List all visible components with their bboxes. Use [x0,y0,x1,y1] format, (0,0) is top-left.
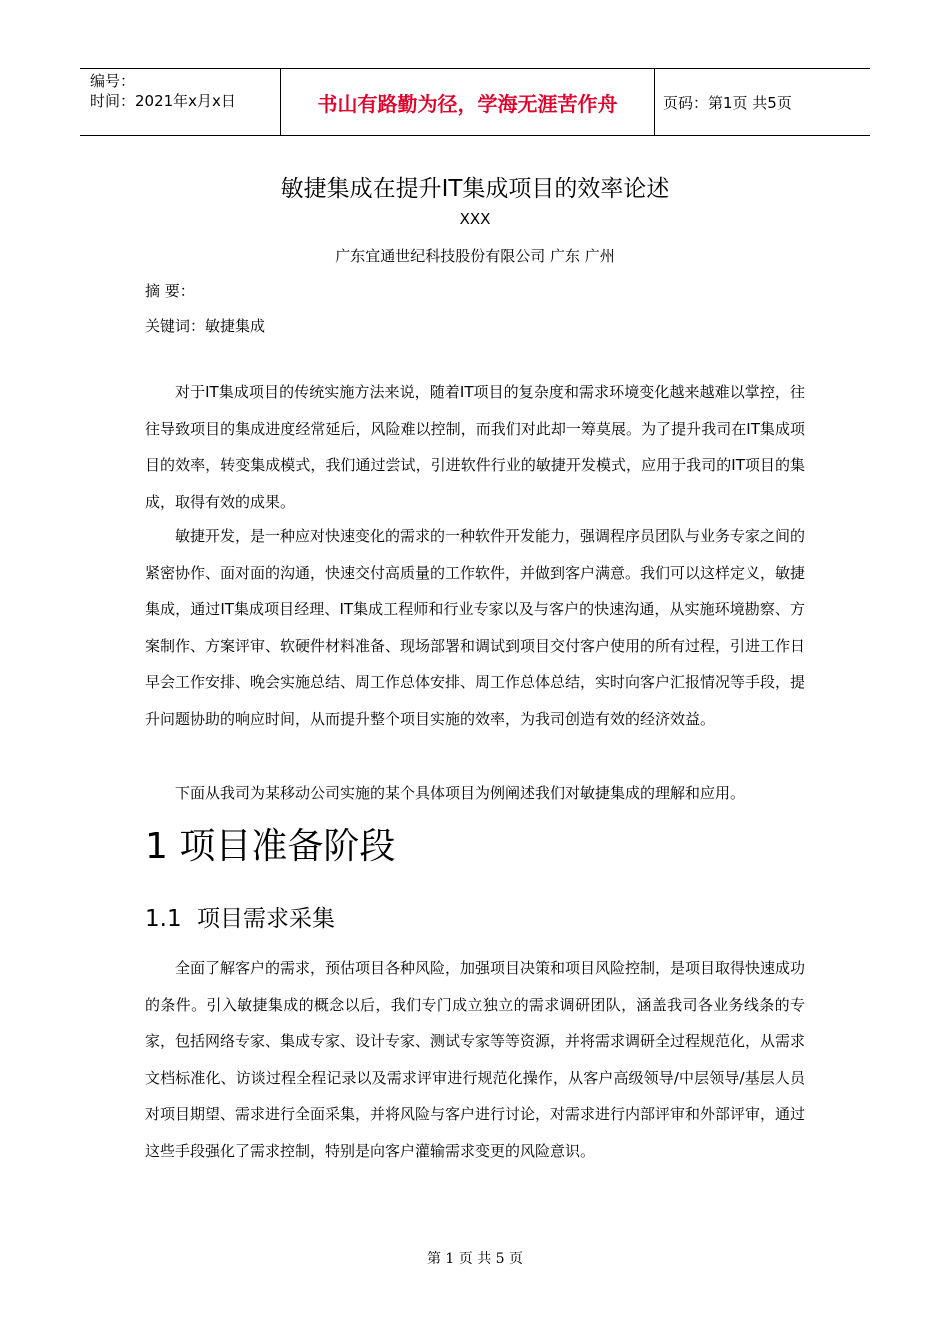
header-table [80,68,870,136]
paragraph-example: 下面从我司为某移动公司实施的某个具体项目为例阐述我们对敏捷集成的理解和应用。 [175,784,746,802]
time-label: 时间：2021年x月x日 [90,92,236,110]
heading-1: 1 项目准备阶段 [145,826,396,867]
number-label: 编号： [90,72,136,90]
page-footer: 第 1 页 共 5 页 [426,1251,524,1267]
paragraph-intro: 对于IT集成项目的传统实施方法来说，随着IT项目的复杂度和需求环境变化越来越难以掌控，往往导致项目的集成进度经常延后，风险难以控制，而我们对此却一筹莫展。为了提升我司在IT集成项目的效率，转变集成模式，我们通过尝试，引进软件行业的敏捷开发模式，应用于我司的IT项目的集成，取得有效的成果。 [145,383,805,511]
author: XXX [459,210,491,228]
heading-2 [145,900,335,933]
organization: 广东宜通世纪科技股份有限公司 广东 广州 [335,247,615,265]
keywords-label: 关键词：敏捷集成 [145,317,266,335]
paragraph-agile: 敏捷开发，是一种应对快速变化的需求的一种软件开发能力，强调程序员团队与业务专家之间的紧密协作、面对面的沟通，快速交付高质量的工作软件，并做到客户满意。我们可以这样定义，敏捷集成，通过IT集成项目经理、IT集成工程师和行业专家以及与客户的快速沟通，从实施环境勘察、方案制作、方案评审、软硬件材料准备、现场部署和调试到项目交付客户使用的所有过程，引进工作日早会工作安排、晚会实施总结、周工作总体安排、周工作总体总结，实时向客户汇报情况等手段，提升问题协助的响应时间，从而提升整个项目实施的效率，为我司创造有效的经济效益。 [145,527,806,728]
paragraph-requirements: 全面了解客户的需求，预估项目各种风险，加强项目决策和项目风险控制，是项目取得快速成功的条件。引入敏捷集成的概念以后，我们专门成立独立的需求调研团队，涵盖我司各业务线条的专家，包括网络专家、集成专家、设计专家、测试专家等等资源，并将需求调研全过程规范化，从需求文档标准化、访谈过程全程记录以及需求评审进行规范化操作，从客户高级领导/中层领导/基层人员对项目期望、需求进行全面采集，并将风险与客户进行讨论，对需求进行内部评审和外部评审，通过这些手段强化了需求控制，特别是向客户灌输需求变更的风险意识。 [145,959,806,1160]
heading-2-text: 项目需求采集 [197,906,335,932]
heading-2-number: 1.1 [145,906,182,932]
header-left-cell [80,69,280,135]
abstract-label: 摘 要： [145,282,195,300]
page-info: 页码：第1页 共5页 [663,93,792,112]
motto: 书山有路勤为径，学海无涯苦作舟 [280,69,655,135]
document-title: 敏捷集成在提升IT集成项目的效率论述 [280,176,670,202]
